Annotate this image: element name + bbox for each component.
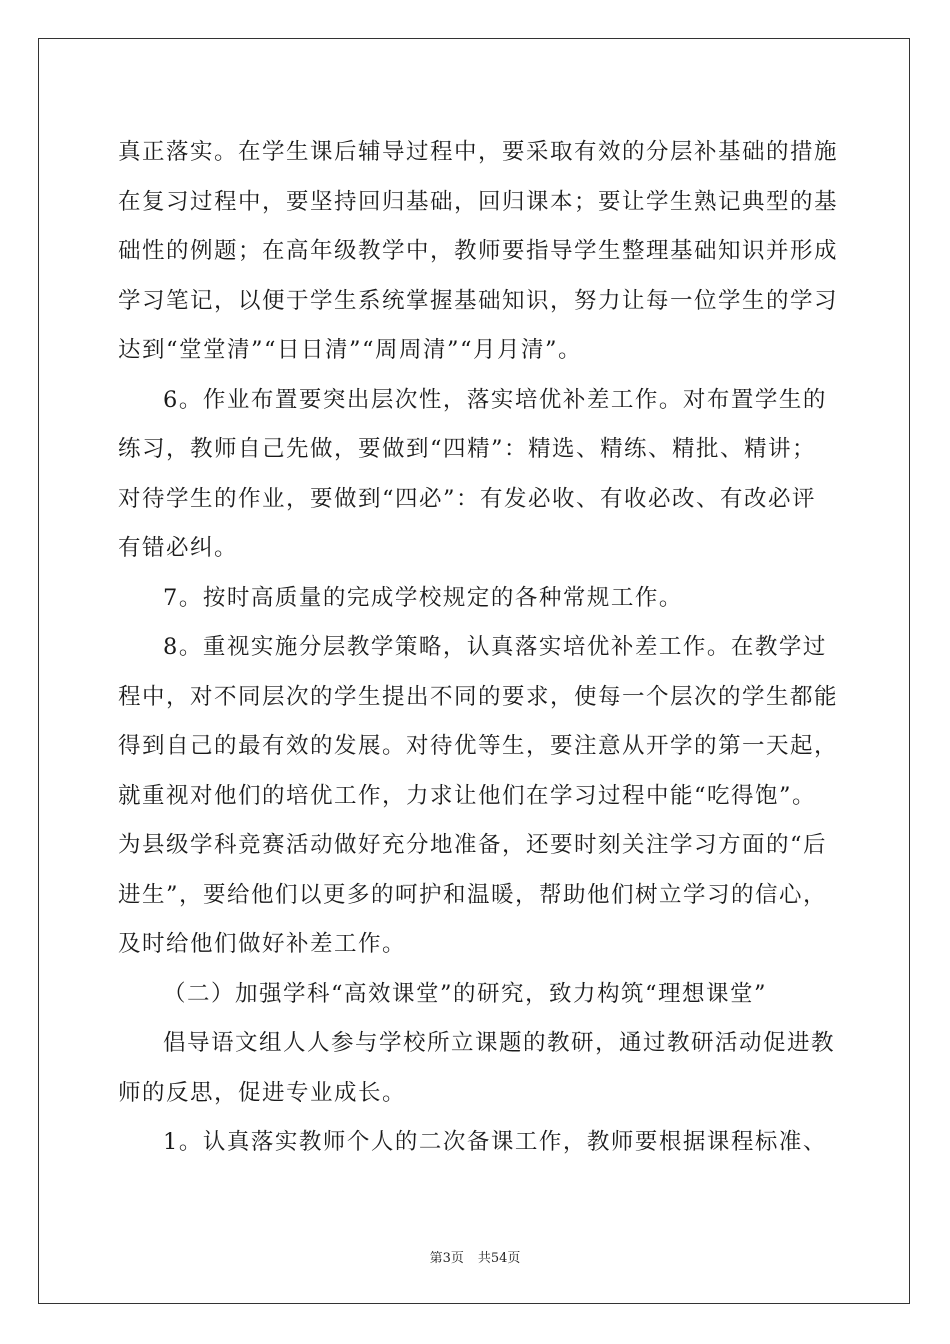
text-line: 学习笔记，以便于学生系统掌握基础知识，努力让每一位学生的学习	[118, 287, 838, 314]
text-line: 8。重视实施分层教学策略，认真落实培优补差工作。在教学过	[163, 634, 827, 660]
text-line: 对待学生的作业，要做到“四必”：有发必收、有收必改、有改必评	[118, 485, 817, 512]
text-line: 及时给他们做好补差工作。	[118, 931, 407, 957]
text-line: 7。按时高质量的完成学校规定的各种常规工作。	[163, 584, 683, 611]
text-line: 在复习过程中，要坚持回归基础，回归课本；要让学生熟记典型的基	[118, 188, 838, 215]
document-body	[118, 128, 838, 1168]
text-line: 进生”，要给他们以更多的呵护和温暖，帮助他们树立学习的信心，	[118, 881, 828, 908]
text-line: 真正落实。在学生课后辅导过程中，要采取有效的分层补基础的措施	[118, 139, 838, 165]
page-number: 第3页	[429, 1251, 464, 1266]
text-line: 有错必纠。	[118, 535, 239, 561]
text-line: 倡导语文组人人参与学校所立课题的教研，通过教研活动促进教	[163, 1030, 836, 1056]
text-line: 6。作业布置要突出层次性，落实培优补差工作。对布置学生的	[163, 386, 827, 413]
text-line: 为县级学科竞赛活动做好充分地准备，还要时刻关注学习方面的“后	[118, 832, 828, 858]
text-line: 1。认真落实教师个人的二次备课工作，教师要根据课程标准、	[163, 1129, 827, 1155]
text-line: 得到自己的最有效的发展。对待优等生，要注意从开学的第一天起，	[118, 733, 838, 759]
text-line: （二）加强学科“高效课堂”的研究，致力构筑“理想课堂”	[163, 980, 768, 1007]
text-line: 程中，对不同层次的学生提出不同的要求，使每一个层次的学生都能	[118, 683, 838, 710]
text-line: 础性的例题；在高年级教学中，教师要指导学生整理基础知识并形成	[118, 238, 838, 264]
text-line: 练习，教师自己先做，要做到“四精”：精选、精练、精批、精讲；	[118, 436, 817, 462]
page-footer	[0, 1247, 950, 1266]
text-line: 师的反思，促进专业成长。	[118, 1079, 407, 1106]
text-line: 就重视对他们的培优工作，力求让他们在学习过程中能“吃得饱”。	[118, 782, 817, 809]
page-total: 共54页	[477, 1251, 521, 1266]
text-line: 达到“堂堂清”“日日清”“周周清”“月月清”。	[118, 337, 583, 363]
